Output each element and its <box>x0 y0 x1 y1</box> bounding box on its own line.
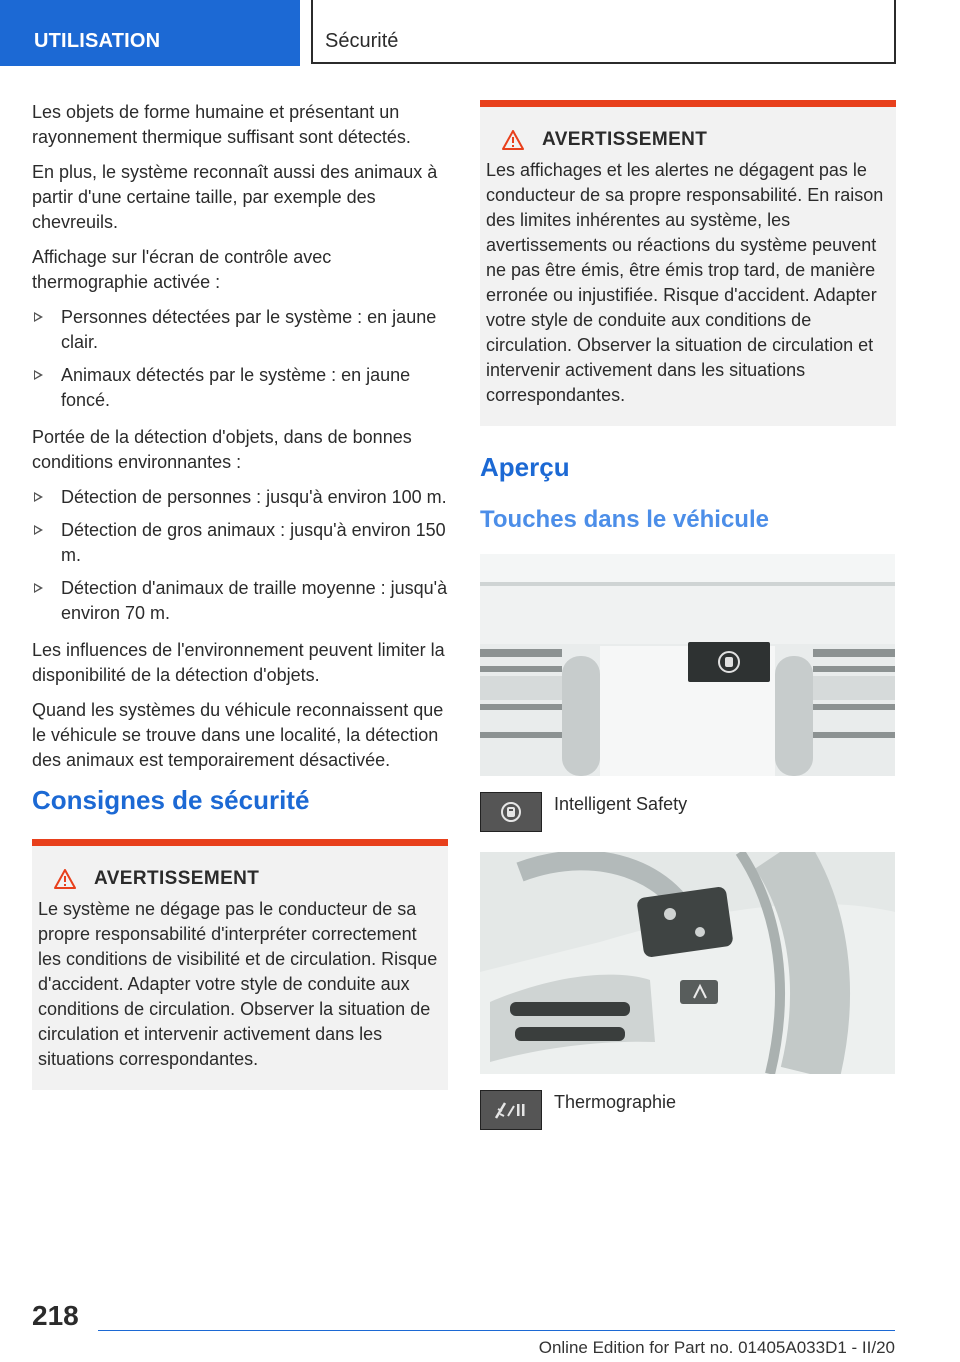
dashboard-vents-photo <box>480 554 895 776</box>
warning-box <box>480 100 896 426</box>
section-heading: Aperçu <box>480 452 570 482</box>
section-heading: Consignes de sécurité <box>32 785 310 815</box>
list-item: Détection de personnes : jusqu'à environ 100 m. <box>32 485 448 510</box>
warning-triangle-icon <box>54 869 76 889</box>
button-legend-row <box>480 1090 896 1130</box>
warning-text: Le système ne dégage pas le conducteur de sa propre responsabilité d'interpréter correctement les conditions de visibilité et de circulation. Risque d'accident. Adapter votre style de conduite aux conditions de circulation. Observer la situation de circulation et intervenir activement dans les situations correspondantes. <box>38 899 438 1069</box>
paragraph: Portée de la détection d'objets, dans de bonnes conditions environnantes : <box>32 427 412 472</box>
triangle-bullet-icon <box>34 583 43 593</box>
thermography-button-icon <box>480 1090 542 1130</box>
triangle-bullet-icon <box>34 370 43 380</box>
list-item: Animaux détectés par le système : en jaune foncé. <box>32 363 448 413</box>
button-legend-row <box>480 792 896 832</box>
footer-divider <box>98 1330 895 1331</box>
paragraph: Les objets de forme humaine et présentant un rayonnement thermique suffisant sont détectés. <box>32 102 411 147</box>
triangle-bullet-icon <box>34 525 43 535</box>
subsection-heading: Touches dans le véhicule <box>480 506 769 533</box>
steering-column-photo <box>480 852 895 1074</box>
warning-title: AVERTISSEMENT <box>502 127 890 152</box>
thermography-label: Thermographie <box>554 1092 677 1112</box>
warning-box <box>32 839 448 1090</box>
footer-edition: Online Edition for Part no. 01405A033D1 - II/20 <box>538 1338 895 1357</box>
warning-triangle-icon <box>502 130 524 150</box>
triangle-bullet-icon <box>34 492 43 502</box>
list-item: Personnes détectées par le système : en jaune clair. <box>32 305 448 355</box>
section-tab: UTILISATION <box>0 0 300 66</box>
page-number: 218 <box>32 1300 79 1331</box>
paragraph: Les influences de l'environnement peuvent limiter la disponibilité de la détection d'objets. <box>32 640 445 685</box>
range-list <box>32 485 448 626</box>
left-column <box>32 100 448 1110</box>
display-color-list <box>32 305 448 413</box>
warning-text: Les affichages et les alertes ne dégagent pas le conducteur de sa propre responsabilité. En raison des limites inhérentes au système, les avertissements ou réactions du système peuvent ne pas être émis, être émis trop tard, de manière erronée ou injustifiée. Risque d'accident. Adapter votre style de conduite aux conditions de circulation. Observer la situation de circulation et intervenir activement dans les situations correspondantes. <box>486 160 884 405</box>
paragraph: Quand les systèmes du véhicule reconnaissent que le véhicule se trouve dans une localité, la détection des animaux est temporairement désactivée. <box>32 700 444 770</box>
intelligent-safety-button-icon <box>480 792 542 832</box>
list-item: Détection de gros animaux : jusqu'à environ 150 m. <box>32 518 448 568</box>
triangle-bullet-icon <box>34 312 43 322</box>
right-column <box>480 100 896 1150</box>
intelligent-safety-label: Intelligent Safety <box>554 794 688 814</box>
chapter-title: Sécurité <box>311 0 896 64</box>
paragraph: Affichage sur l'écran de contrôle avec thermographie activée : <box>32 247 332 292</box>
paragraph: En plus, le système reconnaît aussi des animaux à partir d'une certaine taille, par exemple des chevreuils. <box>32 162 438 232</box>
warning-title: AVERTISSEMENT <box>54 866 442 891</box>
list-item: Détection d'animaux de traille moyenne : jusqu'à environ 70 m. <box>32 576 448 626</box>
